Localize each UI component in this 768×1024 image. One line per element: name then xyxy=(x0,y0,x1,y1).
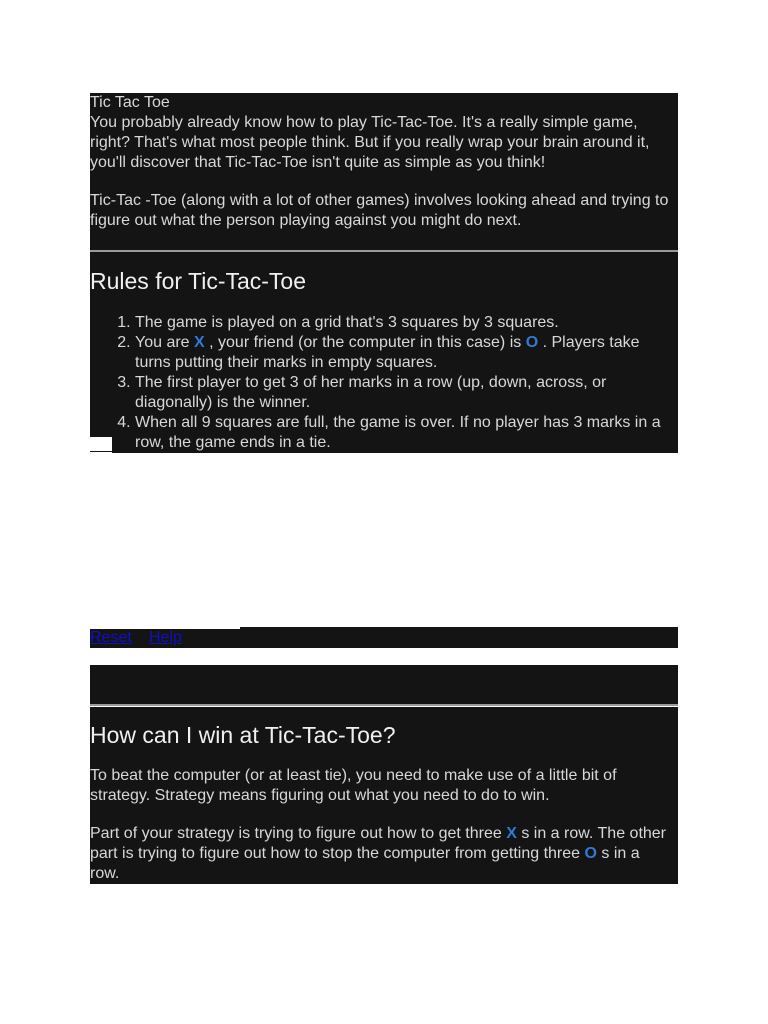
rule-item-1: 1. The game is played on a grid that's 3 squares by 3 squares. xyxy=(135,313,678,333)
strategy-paragraph-1: To beat the computer (or at least tie), you need to make use of a little bit of strategy. Strategy means figuring out what you need to do to win. xyxy=(90,767,617,804)
intro-paragraph-1: You probably already know how to play Tic-Tac-Toe. It's a really simple game, right? That's what most people think. But if you really wrap your brain around it, you'll discover that Tic-Tac-Toe isn't quite as simple as you think! xyxy=(90,114,650,171)
help-link[interactable]: Help xyxy=(149,629,182,646)
o-mark: O xyxy=(525,334,539,351)
intro-paragraph-2: Tic-Tac -Toe (along with a lot of other games) involves looking ahead and trying to figure out what the person playing against you might do next. xyxy=(90,192,669,229)
rule-item-2: 2. You are X , your friend (or the computer in this case) is O . Players take turns putting their marks in empty squares. xyxy=(135,333,678,373)
panel-notch xyxy=(90,437,112,453)
intro-panel xyxy=(90,93,678,251)
rules-panel xyxy=(90,252,678,453)
x-mark: X xyxy=(506,825,517,842)
strategy-panel xyxy=(90,707,678,884)
strategy-heading: How can I win at Tic-Tac-Toe? xyxy=(90,722,396,748)
game-status-area xyxy=(90,665,678,705)
strategy-paragraph-2: Part of your strategy is trying to figure out how to get three X s in a row. The other part is trying to figure out how to stop the computer from getting three O s in a row. xyxy=(90,825,667,882)
rules-heading: Rules for Tic-Tac-Toe xyxy=(90,268,307,294)
o-mark: O xyxy=(584,845,597,862)
reset-link[interactable]: Reset xyxy=(90,629,132,646)
x-mark: X xyxy=(194,334,205,351)
divider xyxy=(90,704,678,706)
rules-list xyxy=(90,313,678,453)
rule-item-3: 3. The first player to get 3 of her marks in a row (up, down, across, or diagonally) is the winner. xyxy=(135,373,678,413)
rule-item-4: 4. When all 9 squares are full, the game is over. If no player has 3 marks in a row, the game ends in a tie. xyxy=(135,413,678,453)
game-title: Tic Tac Toe xyxy=(90,94,170,111)
game-controls-bar xyxy=(90,627,678,648)
